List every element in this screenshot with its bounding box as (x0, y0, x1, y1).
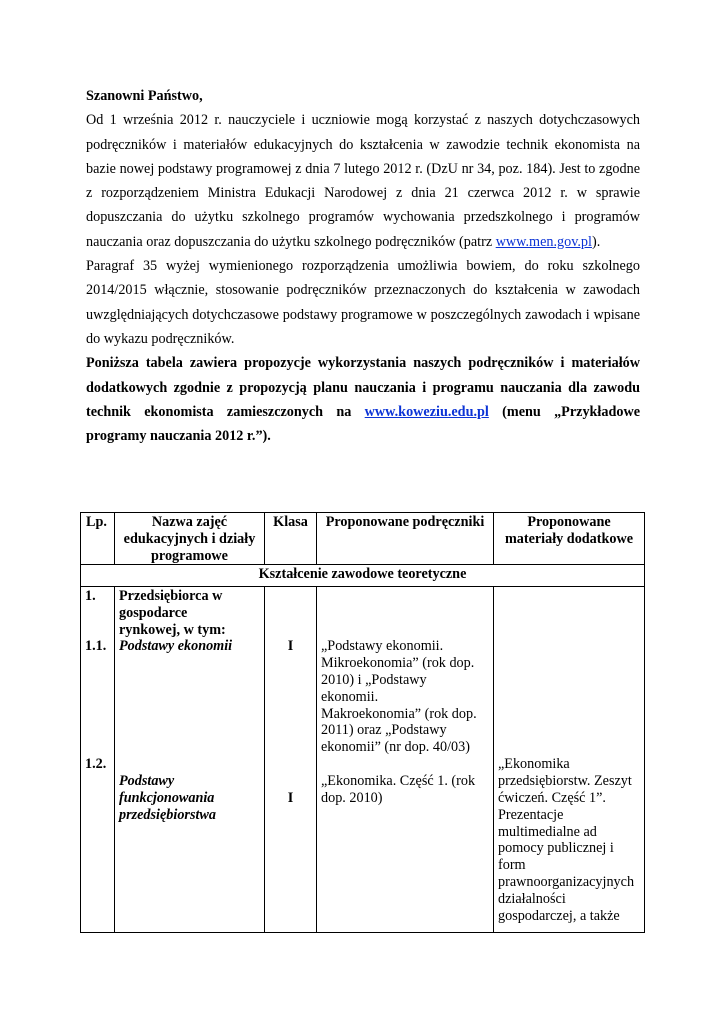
paragraph-3-tail: (menu „Przykładowe programy nauczania 2012 r.”). (86, 403, 640, 445)
lp-cell (81, 587, 115, 933)
header-klasa: Klasa (265, 513, 317, 565)
section-row (81, 565, 645, 587)
header-podreczniki: Proponowane podręczniki (317, 513, 494, 565)
name-1-2: Podstawy funkcjonowania przedsiębiorstwa (119, 773, 216, 823)
paragraph-2: Paragraf 35 wyżej wymienionego rozporządzenia umożliwia bowiem, do roku szkolnego 2014/2015 włącznie, stosowanie podręczników przeznaczonych do kształcenia w zawodach uwzględniających dotychczasowe podstawy programowe w poszczególnych zawodach i wpisane do wykazu podręczników. (86, 258, 640, 347)
lp-1-2: 1.2. (85, 756, 107, 773)
paragraph-3-text: Poniższa tabela zawiera propozycje wykorzystania naszych podręczników i materiałów dodatkowych zgodnie z propozycją planu nauczania i programu nauczania dla zawodu technik ekonomista zamieszczonych na (86, 355, 640, 420)
lp-1-1: 1.1. (85, 638, 107, 655)
name-1-1: Podstawy ekonomii (119, 638, 233, 655)
table-row (81, 587, 645, 933)
name-1: Przedsiębiorca w gospodarce rynkowej, w tym: (119, 588, 226, 638)
lp-1: 1. (85, 588, 96, 605)
paragraph-3 (86, 351, 640, 448)
paragraph-1-text: Od 1 września 2012 r. nauczyciele i uczniowie mogą korzystać z naszych dotychczasowych podręczników i materiałów edukacyjnych do kształcenia w zawodzie technik ekonomista na bazie nowej podstawy programowej z dnia 7 lutego 2012 r. (DzU nr 34, poz. 184). Jest to zgodne z rozporządzeniem Ministra Edukacji Narodowej z dnia 21 czerwca 2012 r. w sprawie dopuszczania do użytku szkolnego programów wychowania przedszkolnego i programów nauczania oraz dopuszczania do użytku szkolnego podręczników (patrz (86, 112, 640, 250)
koweziu-link[interactable]: www.koweziu.edu.pl (364, 403, 489, 420)
men-gov-link[interactable]: www.men.gov.pl (495, 233, 592, 250)
podr-1-1: „Podstawy ekonomii. Mikroekonomia” (rok dop. 2010) i „Podstawy ekonomii. Makroekonomia” (rok dop. 2011) oraz „Podstawy ekonomii” (nr dop. 40/03) (321, 638, 477, 756)
materialy-cell (494, 587, 645, 933)
header-name: Nazwa zajęć edukacyjnych i działy programowe (115, 513, 265, 565)
intro-text (86, 84, 640, 448)
table-header-row (81, 513, 645, 565)
header-lp: Lp. (81, 513, 115, 565)
klasa-cell (265, 587, 317, 933)
mat-1-2: „Ekonomika przedsiębiorstw. Zeszyt ćwiczeń. Część 1”. Prezentacje multimedialne ad pomocy publicznej i form prawnoorganizacyjnych działalności gospodarczej, a także (498, 756, 635, 924)
header-materialy: Proponowane materiały dodatkowe (494, 513, 645, 565)
podreczniki-cell (317, 587, 494, 933)
klasa-1-2: I (287, 790, 294, 807)
paragraph-1-tail: ). (591, 233, 601, 250)
textbook-table (80, 512, 645, 933)
salutation: Szanowni Państwo, (86, 88, 203, 104)
name-cell (115, 587, 265, 933)
section-title: Kształcenie zawodowe teoretyczne (81, 565, 645, 587)
klasa-1-1: I (287, 638, 294, 655)
paragraph-1 (86, 108, 640, 254)
podr-1-2: „Ekonomika. Część 1. (rok dop. 2010) (321, 773, 476, 807)
